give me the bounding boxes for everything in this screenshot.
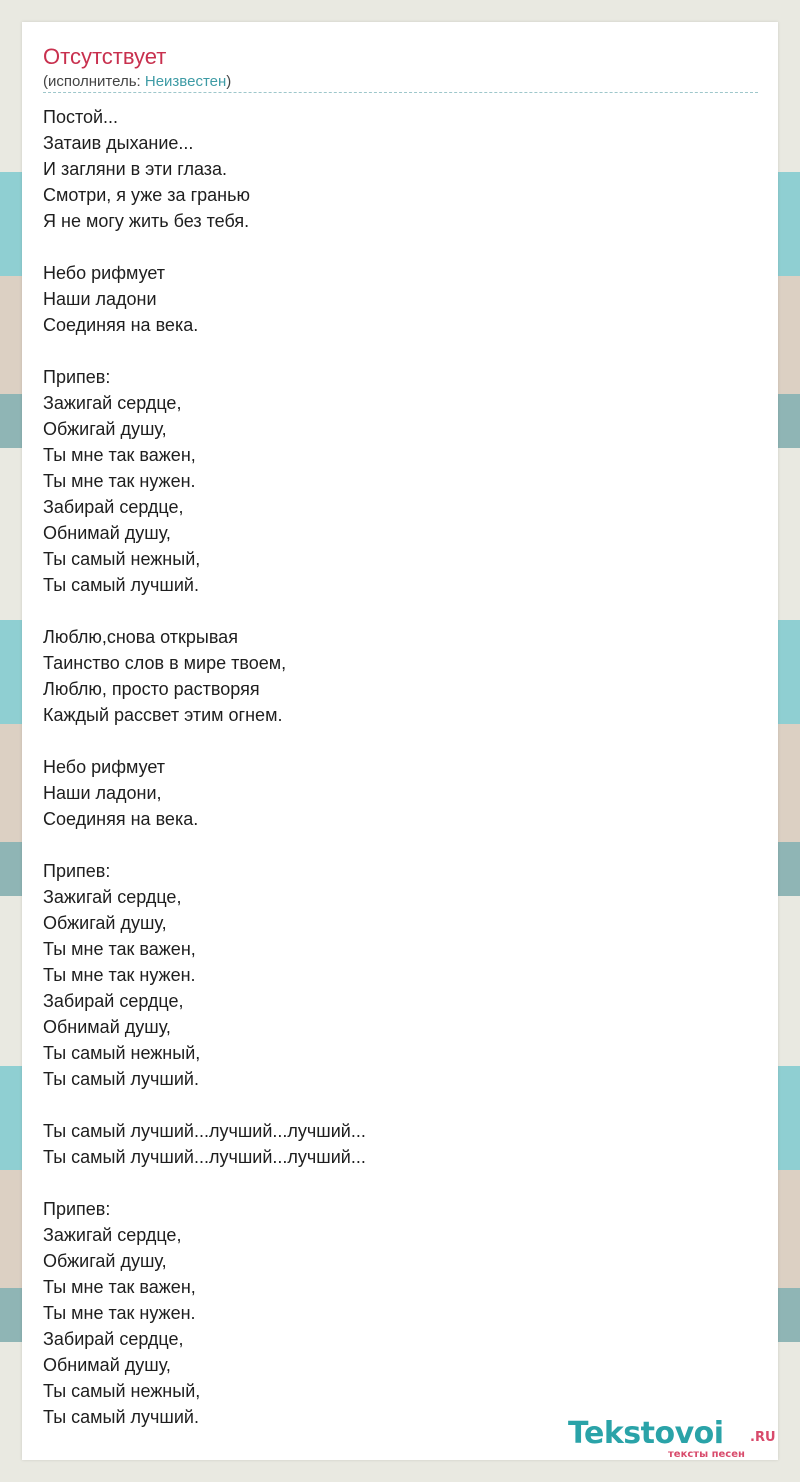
song-title: Отсутствует (43, 44, 167, 69)
performer-prefix: (исполнитель: (43, 73, 145, 90)
lyric-line: Каждый рассвет этим огнем. (43, 705, 283, 725)
lyric-line: Ты мне так нужен. (43, 965, 196, 985)
stanza-break (43, 1170, 758, 1196)
logo-domain: .RU (750, 1430, 776, 1445)
lyric-line: Зажигай сердце, (43, 393, 182, 413)
lyric-line: Наши ладони (43, 289, 157, 309)
lyric-line: Ты мне так важен, (43, 1277, 196, 1297)
lyric-line: Таинство слов в мире твоем, (43, 653, 287, 673)
stanza-break (43, 234, 758, 260)
lyric-line: Припев: (43, 367, 111, 387)
lyric-line: Обжигай душу, (43, 1251, 167, 1271)
lyric-line: Смотри, я уже за гранью (43, 185, 250, 205)
stanza-break (43, 728, 758, 754)
stanza-break (43, 598, 758, 624)
lyric-line: Я не могу жить без тебя. (43, 211, 250, 231)
lyric-line: Зажигай сердце, (43, 887, 182, 907)
lyric-line: Люблю,снова открывая (43, 627, 238, 647)
lyric-line: Припев: (43, 861, 111, 881)
lyric-line: Обнимай душу, (43, 1355, 171, 1375)
lyric-line: Затаив дыхание... (43, 133, 194, 153)
lyrics-text (43, 104, 758, 1430)
stanza-break (43, 1092, 758, 1118)
lyric-line: Ты самый лучший. (43, 1069, 199, 1089)
lyric-line: Ты самый лучший. (43, 1407, 199, 1427)
lyric-line: Обжигай душу, (43, 419, 167, 439)
lyric-line: Обнимай душу, (43, 1017, 171, 1037)
logo-tagline: тексты песен (668, 1449, 745, 1460)
stanza-break (43, 832, 758, 858)
lyric-line: Ты самый лучший...лучший...лучший... (43, 1121, 366, 1141)
performer-suffix: ) (226, 73, 232, 90)
lyrics-card (22, 22, 778, 1460)
lyric-line: Ты самый лучший. (43, 575, 199, 595)
performer-line (43, 72, 231, 92)
lyric-line: Люблю, просто растворяя (43, 679, 260, 699)
lyric-line: Ты самый лучший...лучший...лучший... (43, 1147, 366, 1167)
lyric-line: Обнимай душу, (43, 523, 171, 543)
lyric-line: Небо рифмует (43, 757, 166, 777)
lyric-line: Ты мне так нужен. (43, 1303, 196, 1323)
lyric-line: Забирай сердце, (43, 1329, 184, 1349)
lyric-line: Соединяя на века. (43, 315, 199, 335)
lyric-line: Ты самый нежный, (43, 549, 201, 569)
lyric-line: Постой... (43, 107, 119, 127)
lyric-line: Ты мне так нужен. (43, 471, 196, 491)
lyric-line: Зажигай сердце, (43, 1225, 182, 1245)
lyric-line: Ты мне так важен, (43, 939, 196, 959)
lyric-line: Припев: (43, 1199, 111, 1219)
lyric-line: Наши ладони, (43, 783, 162, 803)
lyric-line: Ты мне так важен, (43, 445, 196, 465)
stanza-break (43, 338, 758, 364)
site-logo[interactable] (568, 1416, 776, 1462)
lyric-line: Забирай сердце, (43, 991, 184, 1011)
lyric-line: Обжигай душу, (43, 913, 167, 933)
lyric-line: Забирай сердце, (43, 497, 184, 517)
lyric-line: Небо рифмует (43, 263, 166, 283)
header-divider (43, 92, 758, 93)
lyric-line: Соединяя на века. (43, 809, 199, 829)
logo-wordmark: Tekstovoi (568, 1416, 724, 1451)
lyric-line: И загляни в эти глаза. (43, 159, 228, 179)
lyric-line: Ты самый нежный, (43, 1043, 201, 1063)
performer-link[interactable]: Неизвестен (144, 73, 227, 90)
lyric-line: Ты самый нежный, (43, 1381, 201, 1401)
